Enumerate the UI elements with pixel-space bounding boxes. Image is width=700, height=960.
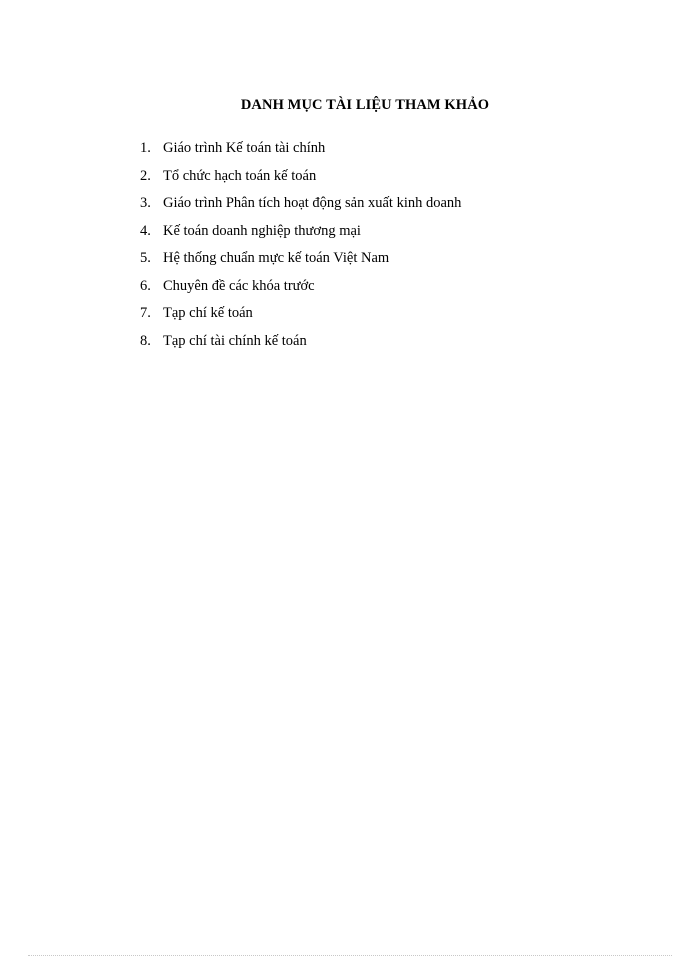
list-item-text: Tạp chí kế toán	[163, 305, 253, 321]
list-item	[140, 247, 461, 275]
page-bottom-divider	[28, 955, 672, 956]
list-item-number: 1.	[140, 140, 151, 156]
list-item-number: 7.	[140, 305, 151, 321]
list-item-number: 5.	[140, 250, 151, 266]
list-item-number: 4.	[140, 222, 151, 239]
list-item	[140, 165, 461, 193]
list-item	[140, 330, 461, 358]
list-item	[140, 275, 461, 303]
list-item-number: 6.	[140, 277, 151, 294]
list-item-text: Chuyên đề các khóa trước	[163, 277, 315, 294]
page-title: DANH MỤC TÀI LIỆU THAM KHẢO	[240, 97, 490, 113]
list-item-text: Tổ chức hạch toán kế toán	[163, 167, 317, 184]
list-item-text: Tạp chí tài chính kế toán	[163, 332, 307, 349]
list-item-text: Hệ thống chuẩn mực kế toán Việt Nam	[163, 250, 390, 266]
list-item-number: 3.	[140, 195, 151, 211]
list-item-text: Giáo trình Kế toán tài chính	[163, 140, 326, 156]
list-item-text: Kế toán doanh nghiệp thương mại	[163, 222, 361, 239]
list-item	[140, 302, 461, 330]
list-item-text: Giáo trình Phân tích hoạt động sản xuất kinh doanh	[163, 195, 462, 211]
list-item	[140, 192, 461, 220]
list-item	[140, 137, 461, 165]
list-item-number: 8.	[140, 332, 151, 349]
list-item-number: 2.	[140, 167, 151, 184]
list-item	[140, 220, 461, 248]
reference-list	[140, 137, 461, 357]
